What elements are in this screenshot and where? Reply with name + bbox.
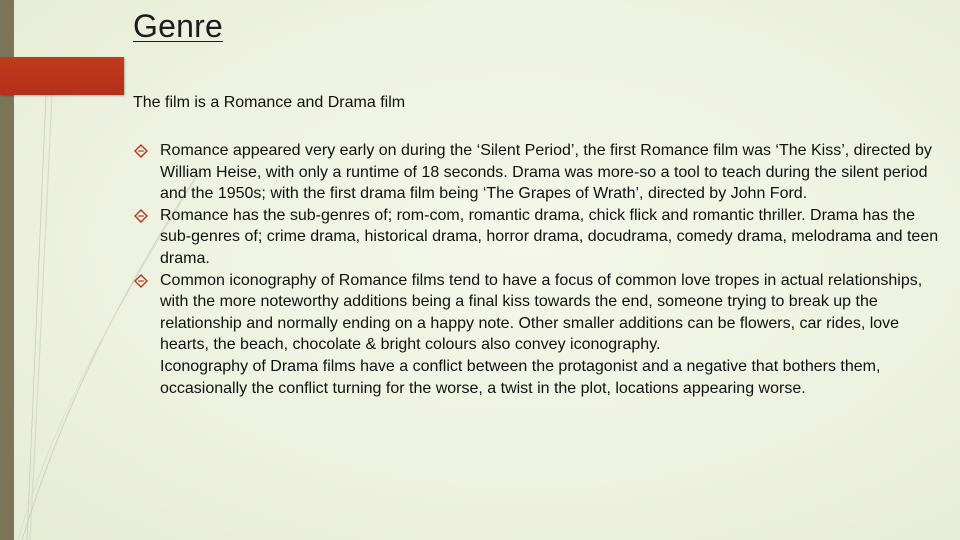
bullet-item-subgenres xyxy=(133,205,943,270)
bullet-text: Romance appeared very early on during the ‘Silent Period’, the first Romance film was ‘The Kiss’, directed by William Heise, with only a runtime of 18 seconds. Drama was more-so a tool to teach during the silent period and the 1950s; with the first drama film being ‘The Grapes of Wrath’, directed by John Ford. xyxy=(160,142,932,203)
diamond-outline-icon xyxy=(133,143,149,159)
slide-title: Genre xyxy=(133,8,223,44)
bullet-list xyxy=(133,140,943,399)
bullet-item-history xyxy=(133,140,943,205)
intro-text: The film is a Romance and Drama film xyxy=(133,94,406,111)
diamond-outline-icon xyxy=(133,208,149,224)
bullet-text: Romance has the sub-genres of; rom-com, romantic drama, chick flick and romantic thriller. Drama has the sub-genres of; crime drama, historical drama, horror drama, docudrama, comedy drama, melodrama and teen drama. xyxy=(160,206,939,267)
diamond-outline-icon xyxy=(133,273,149,289)
bullet-continuation-text: Iconography of Drama films have a conflict between the protagonist and a negative that bothers them, occasionally the conflict turning for the worse, a twist in the plot, locations appearing worse. xyxy=(160,357,881,397)
bullet-item-iconography xyxy=(133,270,943,400)
accent-tab xyxy=(0,57,124,95)
bullet-text: Common iconography of Romance films tend to have a focus of common love tropes in actual relationships, with the more noteworthy additions being a final kiss towards the end, someone trying to break up the relationship and normally ending on a happy note. Other smaller additions can be flowers, car rides, love hearts, the beach, chocolate & bright colours also convey iconography. xyxy=(160,271,923,354)
